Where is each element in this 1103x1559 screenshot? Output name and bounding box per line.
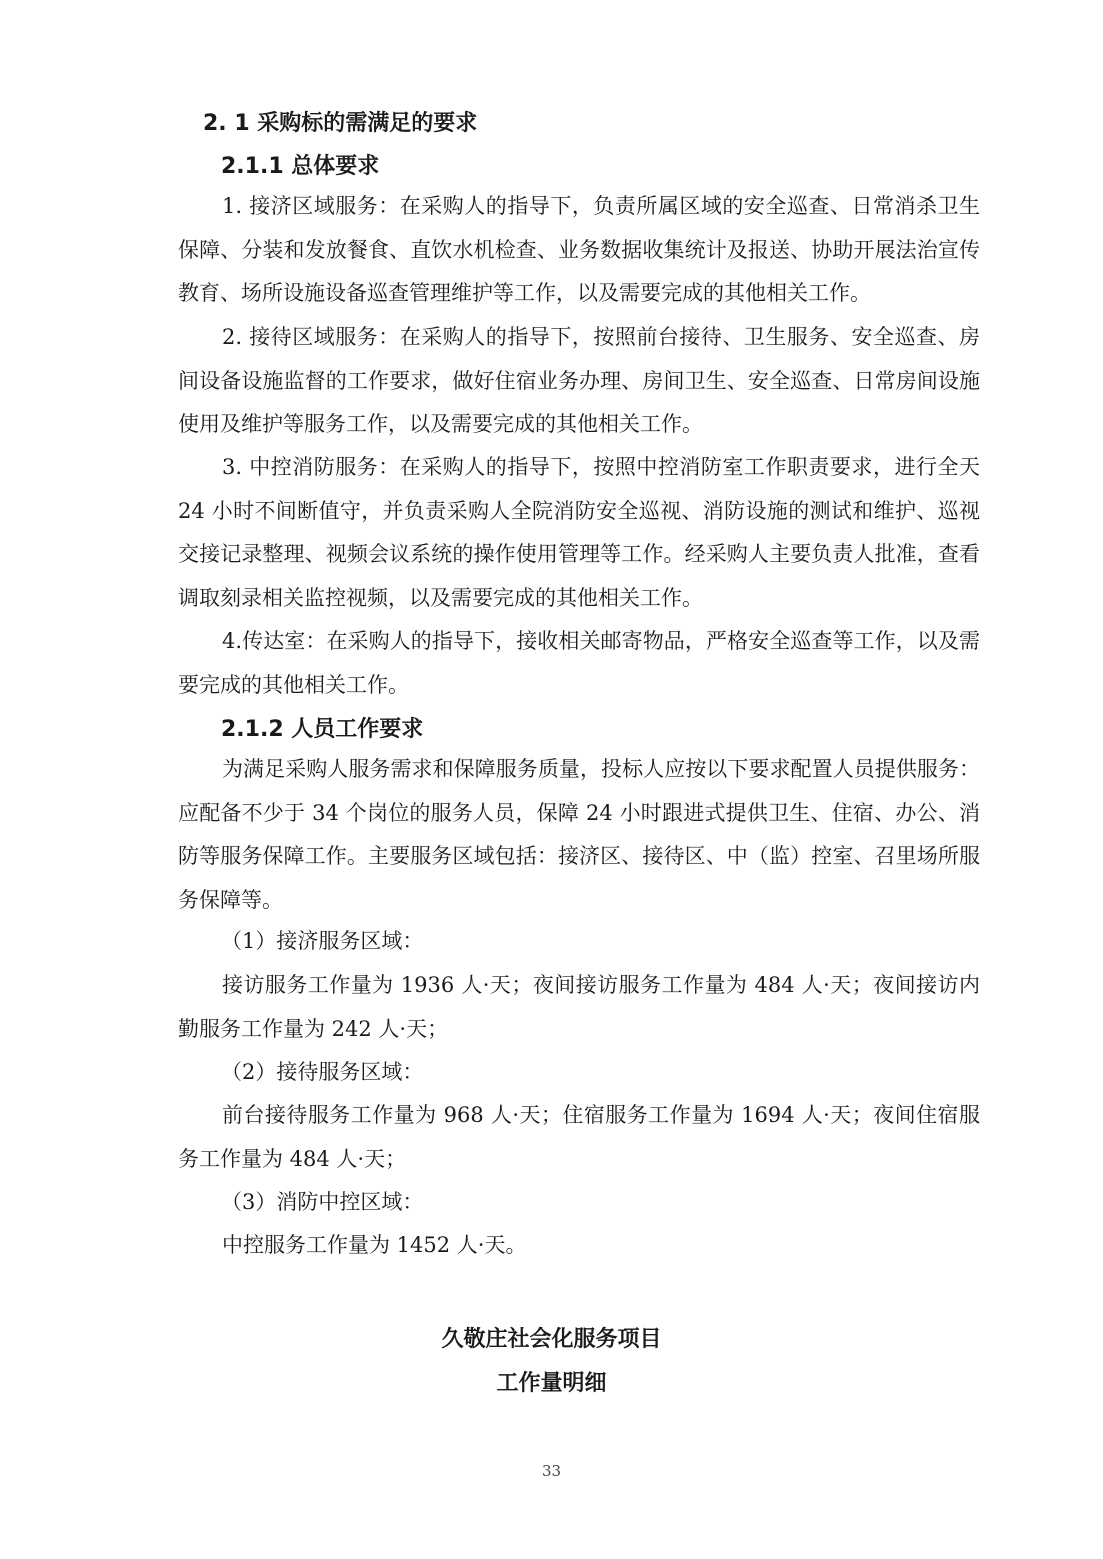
area-label-1: （1）接济服务区域： — [221, 929, 424, 953]
area-label-2: （2）接待服务区域： — [221, 1060, 424, 1084]
section-heading-2-1: 2. 1 采购标的需满足的要求 — [203, 111, 478, 136]
requirement-item-4: 4.传达室：在采购人的指导下，接收相关邮寄物品，严格安全巡查等工作，以及需要完成的其他相关工作。 — [178, 629, 980, 697]
section-heading-2-1-2: 2.1.2 人员工作要求 — [221, 717, 424, 742]
table-title-line-2: 工作量明细 — [496, 1371, 607, 1396]
area-label-3: （3）消防中控区域： — [221, 1190, 424, 1214]
area-text-2: 前台接待服务工作量为 968 人·天；住宿服务工作量为 1694 人·天；夜间住宿服务工作量为 484 人·天； — [178, 1103, 980, 1171]
page-number: 33 — [541, 1462, 562, 1480]
table-title-line-1: 久敬庄社会化服务项目 — [441, 1327, 662, 1352]
requirement-item-1: 1. 接济区域服务：在采购人的指导下，负责所属区域的安全巡查、日常消杀卫生保障、分装和发放餐食、直饮水机检查、业务数据收集统计及报送、协助开展法治宣传教育、场所设施设备巡查管理维护等工作，以及需要完成的其他相关工作。 — [178, 194, 980, 305]
section-heading-2-1-1: 2.1.1 总体要求 — [221, 154, 380, 179]
requirement-item-2: 2. 接待区域服务：在采购人的指导下，按照前台接待、卫生服务、安全巡查、房间设备设施监督的工作要求，做好住宿业务办理、房间卫生、安全巡查、日常房间设施使用及维护等服务工作，以及需要完成的其他相关工作。 — [178, 325, 980, 436]
area-text-1: 接访服务工作量为 1936 人·天；夜间接访服务工作量为 484 人·天；夜间接访内勤服务工作量为 242 人·天； — [178, 973, 980, 1041]
staff-requirement-paragraph: 为满足采购人服务需求和保障服务质量，投标人应按以下要求配置人员提供服务：应配备不少于 34 个岗位的服务人员，保障 24 小时跟进式提供卫生、住宿、办公、消防等服务保障工作。主要服务区域包括：接济区、接待区、中（监）控室、召里场所服务保障等。 — [178, 757, 980, 912]
area-text-3: 中控服务工作量为 1452 人·天。 — [222, 1233, 527, 1257]
requirement-item-3: 3. 中控消防服务：在采购人的指导下，按照中控消防室工作职责要求，进行全天 24 小时不间断值守，并负责采购人全院消防安全巡视、消防设施的测试和维护、巡视交接记录整理、视频会议系统的操作使用管理等工作。经采购人主要负责人批准，查看调取刻录相关监控视频，以及需要完成的其他相关工作。 — [178, 455, 980, 610]
